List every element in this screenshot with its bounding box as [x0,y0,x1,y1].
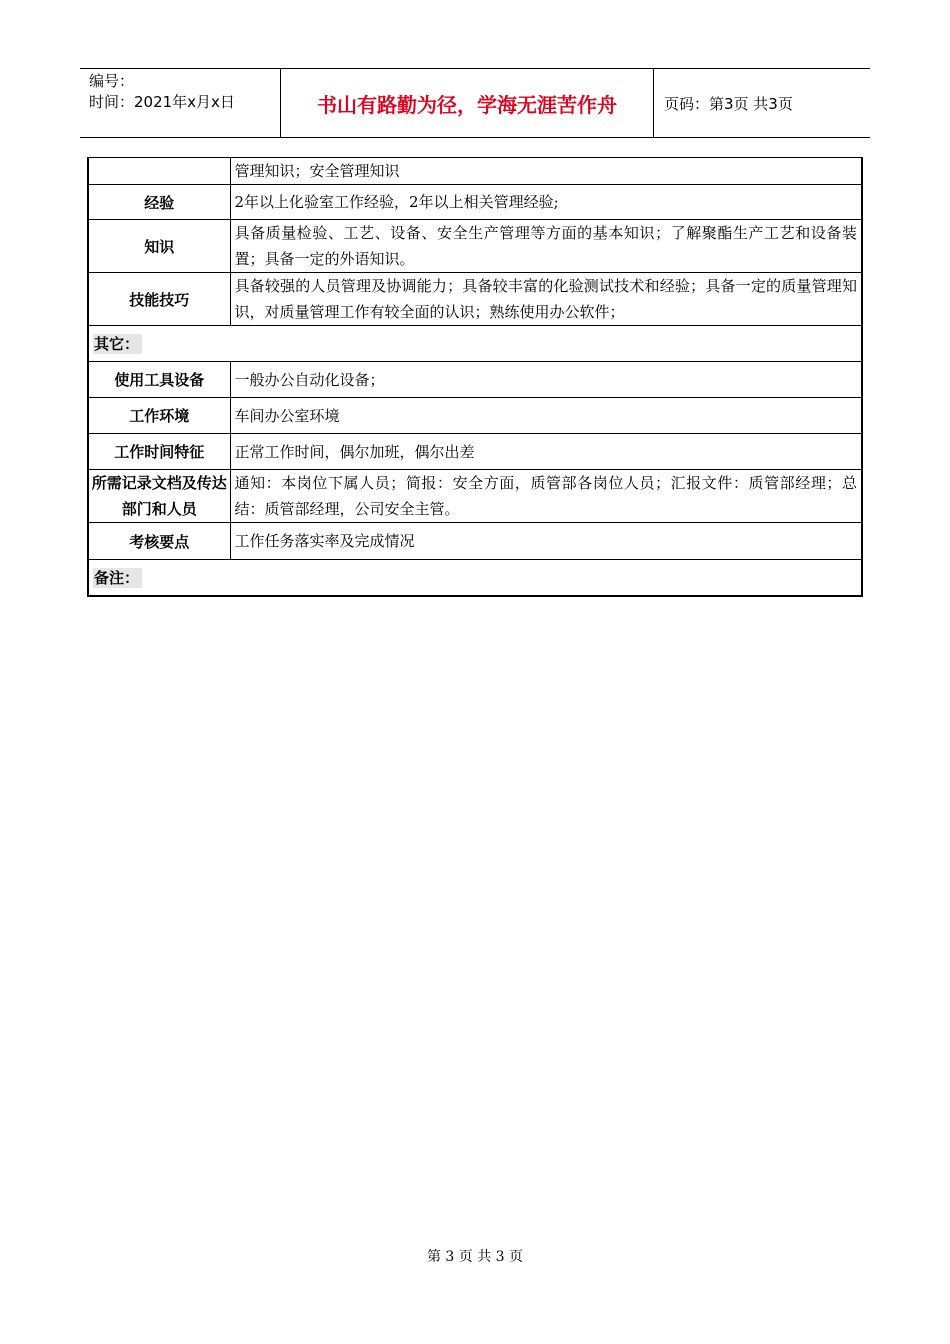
row-content: 2年以上化验室工作经验，2年以上相关管理经验; [230,185,862,220]
table-row [88,523,862,560]
table-row [88,434,862,470]
row-label: 技能技巧 [88,273,230,326]
header-meta [80,69,281,137]
header-page-info: 页码：第3页 共3页 [664,94,793,113]
row-label: 工作时间特征 [88,434,230,470]
section-title-notes: 备注： [88,560,862,596]
row-content: 通知：本岗位下属人员；简报：安全方面，质管部各岗位人员；汇报文件：质管部经理；总结：质管部经理，公司安全主管。 [230,470,862,523]
document-date: 时间：2021年x月x日 [89,93,235,111]
row-label: 工作环境 [88,398,230,434]
table-row [88,220,862,273]
row-label: 知识 [88,220,230,273]
row-content: 具备较强的人员管理及协调能力；具备较丰富的化验测试技术和经验；具备一定的质量管理知识，对质量管理工作有较全面的认识；熟练使用办公软件； [230,273,862,326]
table-row [88,470,862,523]
header-motto: 书山有路勤为径，学海无涯苦作舟 [281,69,654,137]
row-content: 一般办公自动化设备； [230,362,862,398]
table-row [88,185,862,220]
section-title-other: 其它： [88,326,862,362]
row-label: 所需记录文档及传达部门和人员 [88,470,230,523]
page-footer: 第 3 页 共 3 页 [426,1249,524,1265]
table-row [88,398,862,434]
table-row [88,273,862,326]
section-row-other [88,326,862,362]
table-row [88,362,862,398]
page-header [80,68,870,138]
row-content: 管理知识；安全管理知识 [230,158,862,185]
row-label [88,158,230,185]
row-content: 正常工作时间，偶尔加班，偶尔出差 [230,434,862,470]
job-requirements-table [87,157,863,597]
row-content: 工作任务落实率及完成情况 [230,523,862,560]
document-number: 编号： [89,72,135,90]
table-row [88,158,862,185]
row-content: 具备质量检验、工艺、设备、安全生产管理等方面的基本知识；了解聚酯生产工艺和设备装置；具备一定的外语知识。 [230,220,862,273]
row-label: 经验 [88,185,230,220]
section-row-notes [88,560,862,596]
row-label: 考核要点 [88,523,230,560]
row-content: 车间办公室环境 [230,398,862,434]
row-label: 使用工具设备 [88,362,230,398]
